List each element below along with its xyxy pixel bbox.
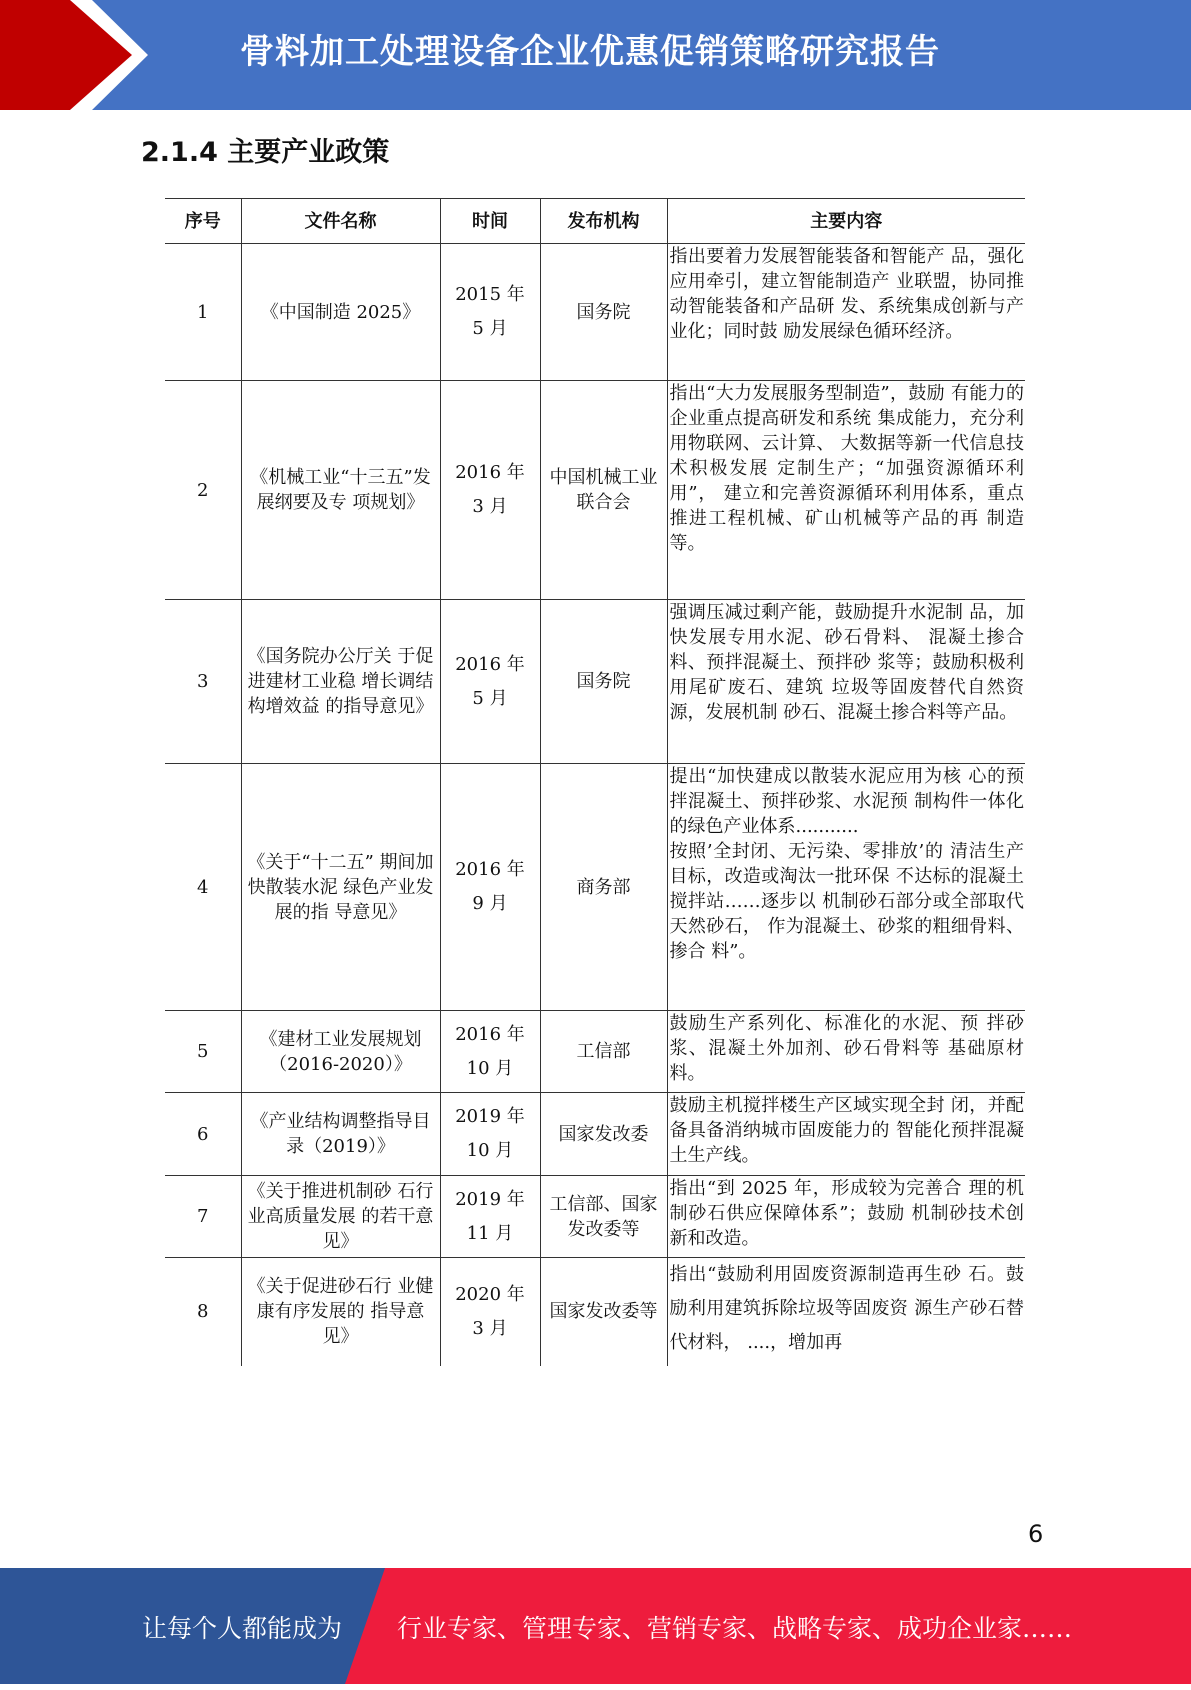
- row-name: 《关于推进机制砂 石行业高质量发展 的若干意见》: [241, 1176, 440, 1258]
- header-bar: [0, 0, 1191, 110]
- report-title: 骨料加工处理设备企业优惠促销策略研究报告: [240, 32, 940, 72]
- col-header-issuer: 发布机构: [540, 199, 667, 244]
- footer-slogan-right: 行业专家、管理专家、营销专家、战略专家、成功企业家……: [397, 1614, 1073, 1643]
- row-content: 强调压减过剩产能，鼓励提升水泥制 品，加快发展专用水泥、砂石骨料、 混凝土掺合料、预拌混凝土、预拌砂 浆等；鼓励积极利用尾矿废石、建筑 垃圾等固废替代自然资源，发展机制 砂石、混凝土掺合料等产品。: [667, 600, 1025, 764]
- col-header-name: 文件名称: [241, 199, 440, 244]
- page-number: 6: [1028, 1520, 1044, 1548]
- table-row: [165, 1093, 1025, 1176]
- table-row: [165, 1258, 1025, 1366]
- row-issuer: 商务部: [540, 764, 667, 1011]
- table-row: [165, 244, 1025, 381]
- row-date: 2020 年 3 月: [440, 1258, 540, 1366]
- row-name: 《国务院办公厅关 于促进建材工业稳 增长调结构增效益 的指导意见》: [241, 600, 440, 764]
- row-name: 《产业结构调整指导目录（2019）》: [241, 1093, 440, 1176]
- chevron-arrow-icon: [0, 0, 160, 110]
- row-date: 2015 年 5 月: [440, 244, 540, 381]
- row-content: 提出“加快建成以散装水泥应用为核 心的预拌混凝土、预拌砂浆、水泥预 制构件一体化的绿色产业体系........... 按照’全封闭、无污染、零排放’的 清洁生产目标，改造或淘汰一批环保 不达标的混凝土搅拌站……逐步以 机制砂石部分或全部取代天然砂石， 作为混凝土、砂浆的粗细骨料、掺合 料”。: [667, 764, 1025, 1011]
- row-no: 6: [165, 1093, 241, 1176]
- row-name: 《机械工业“十三五”发展纲要及专 项规划》: [241, 381, 440, 600]
- row-name: 《关于“十二五” 期间加快散装水泥 绿色产业发展的指 导意见》: [241, 764, 440, 1011]
- col-header-no: 序号: [165, 199, 241, 244]
- row-issuer: 工信部、国家发改委等: [540, 1176, 667, 1258]
- footer-bar: [0, 1568, 1191, 1684]
- row-content: 指出“到 2025 年，形成较为完善合 理的机制砂石供应保障体系”；鼓励 机制砂技术创新和改造。: [667, 1176, 1025, 1258]
- row-date: 2016 年 3 月: [440, 381, 540, 600]
- row-no: 1: [165, 244, 241, 381]
- row-no: 8: [165, 1258, 241, 1366]
- col-header-date: 时间: [440, 199, 540, 244]
- row-name: 《关于促进砂石行 业健康有序发展的 指导意见》: [241, 1258, 440, 1366]
- row-issuer: 国家发改委等: [540, 1258, 667, 1366]
- row-no: 2: [165, 381, 241, 600]
- row-date: 2019 年 11 月: [440, 1176, 540, 1258]
- row-content: 指出“鼓励利用固废资源制造再生砂 石。鼓励利用建筑拆除垃圾等固废资 源生产砂石替代材料， ....，增加再: [667, 1258, 1025, 1366]
- row-issuer: 国家发改委: [540, 1093, 667, 1176]
- row-date: 2019 年 10 月: [440, 1093, 540, 1176]
- col-header-content: 主要内容: [667, 199, 1025, 244]
- row-name: 《中国制造 2025》: [241, 244, 440, 381]
- section-heading: 2.1.4 主要产业政策: [141, 137, 390, 168]
- table-row: [165, 381, 1025, 600]
- row-content: 鼓励主机搅拌楼生产区域实现全封 闭，并配备具备消纳城市固废能力的 智能化预拌混凝土生产线。: [667, 1093, 1025, 1176]
- row-no: 5: [165, 1011, 241, 1093]
- table-row: [165, 1011, 1025, 1093]
- row-issuer: 国务院: [540, 244, 667, 381]
- table-row: [165, 600, 1025, 764]
- policy-table: [165, 198, 1025, 1366]
- row-date: 2016 年 10 月: [440, 1011, 540, 1093]
- footer-slogan-left: 让每个人都能成为: [142, 1614, 343, 1643]
- row-no: 3: [165, 600, 241, 764]
- row-content: 指出“大力发展服务型制造”，鼓励 有能力的企业重点提高研发和系统 集成能力，充分利用物联网、云计算、 大数据等新一代信息技术积极发展 定制生产；“加强资源循环利用”， 建立和完善资源循环利用体系，重点 推进工程机械、矿山机械等产品的再 制造等。: [667, 381, 1025, 600]
- row-date: 2016 年 5 月: [440, 600, 540, 764]
- row-issuer: 工信部: [540, 1011, 667, 1093]
- row-content: 指出要着力发展智能装备和智能产 品，强化应用牵引，建立智能制造产 业联盟，协同推动智能装备和产品研 发、系统集成创新与产业化；同时鼓 励发展绿色循环经济。: [667, 244, 1025, 381]
- row-name: 《建材工业发展规划（2016-2020）》: [241, 1011, 440, 1093]
- row-content: 鼓励生产系列化、标准化的水泥、预 拌砂浆、混凝土外加剂、砂石骨料等 基础原材料。: [667, 1011, 1025, 1093]
- row-date: 2016 年 9 月: [440, 764, 540, 1011]
- row-issuer: 中国机械工业联合会: [540, 381, 667, 600]
- table-row: [165, 764, 1025, 1011]
- table-row: [165, 1176, 1025, 1258]
- row-no: 7: [165, 1176, 241, 1258]
- table-header-row: [165, 199, 1025, 244]
- row-no: 4: [165, 764, 241, 1011]
- row-issuer: 国务院: [540, 600, 667, 764]
